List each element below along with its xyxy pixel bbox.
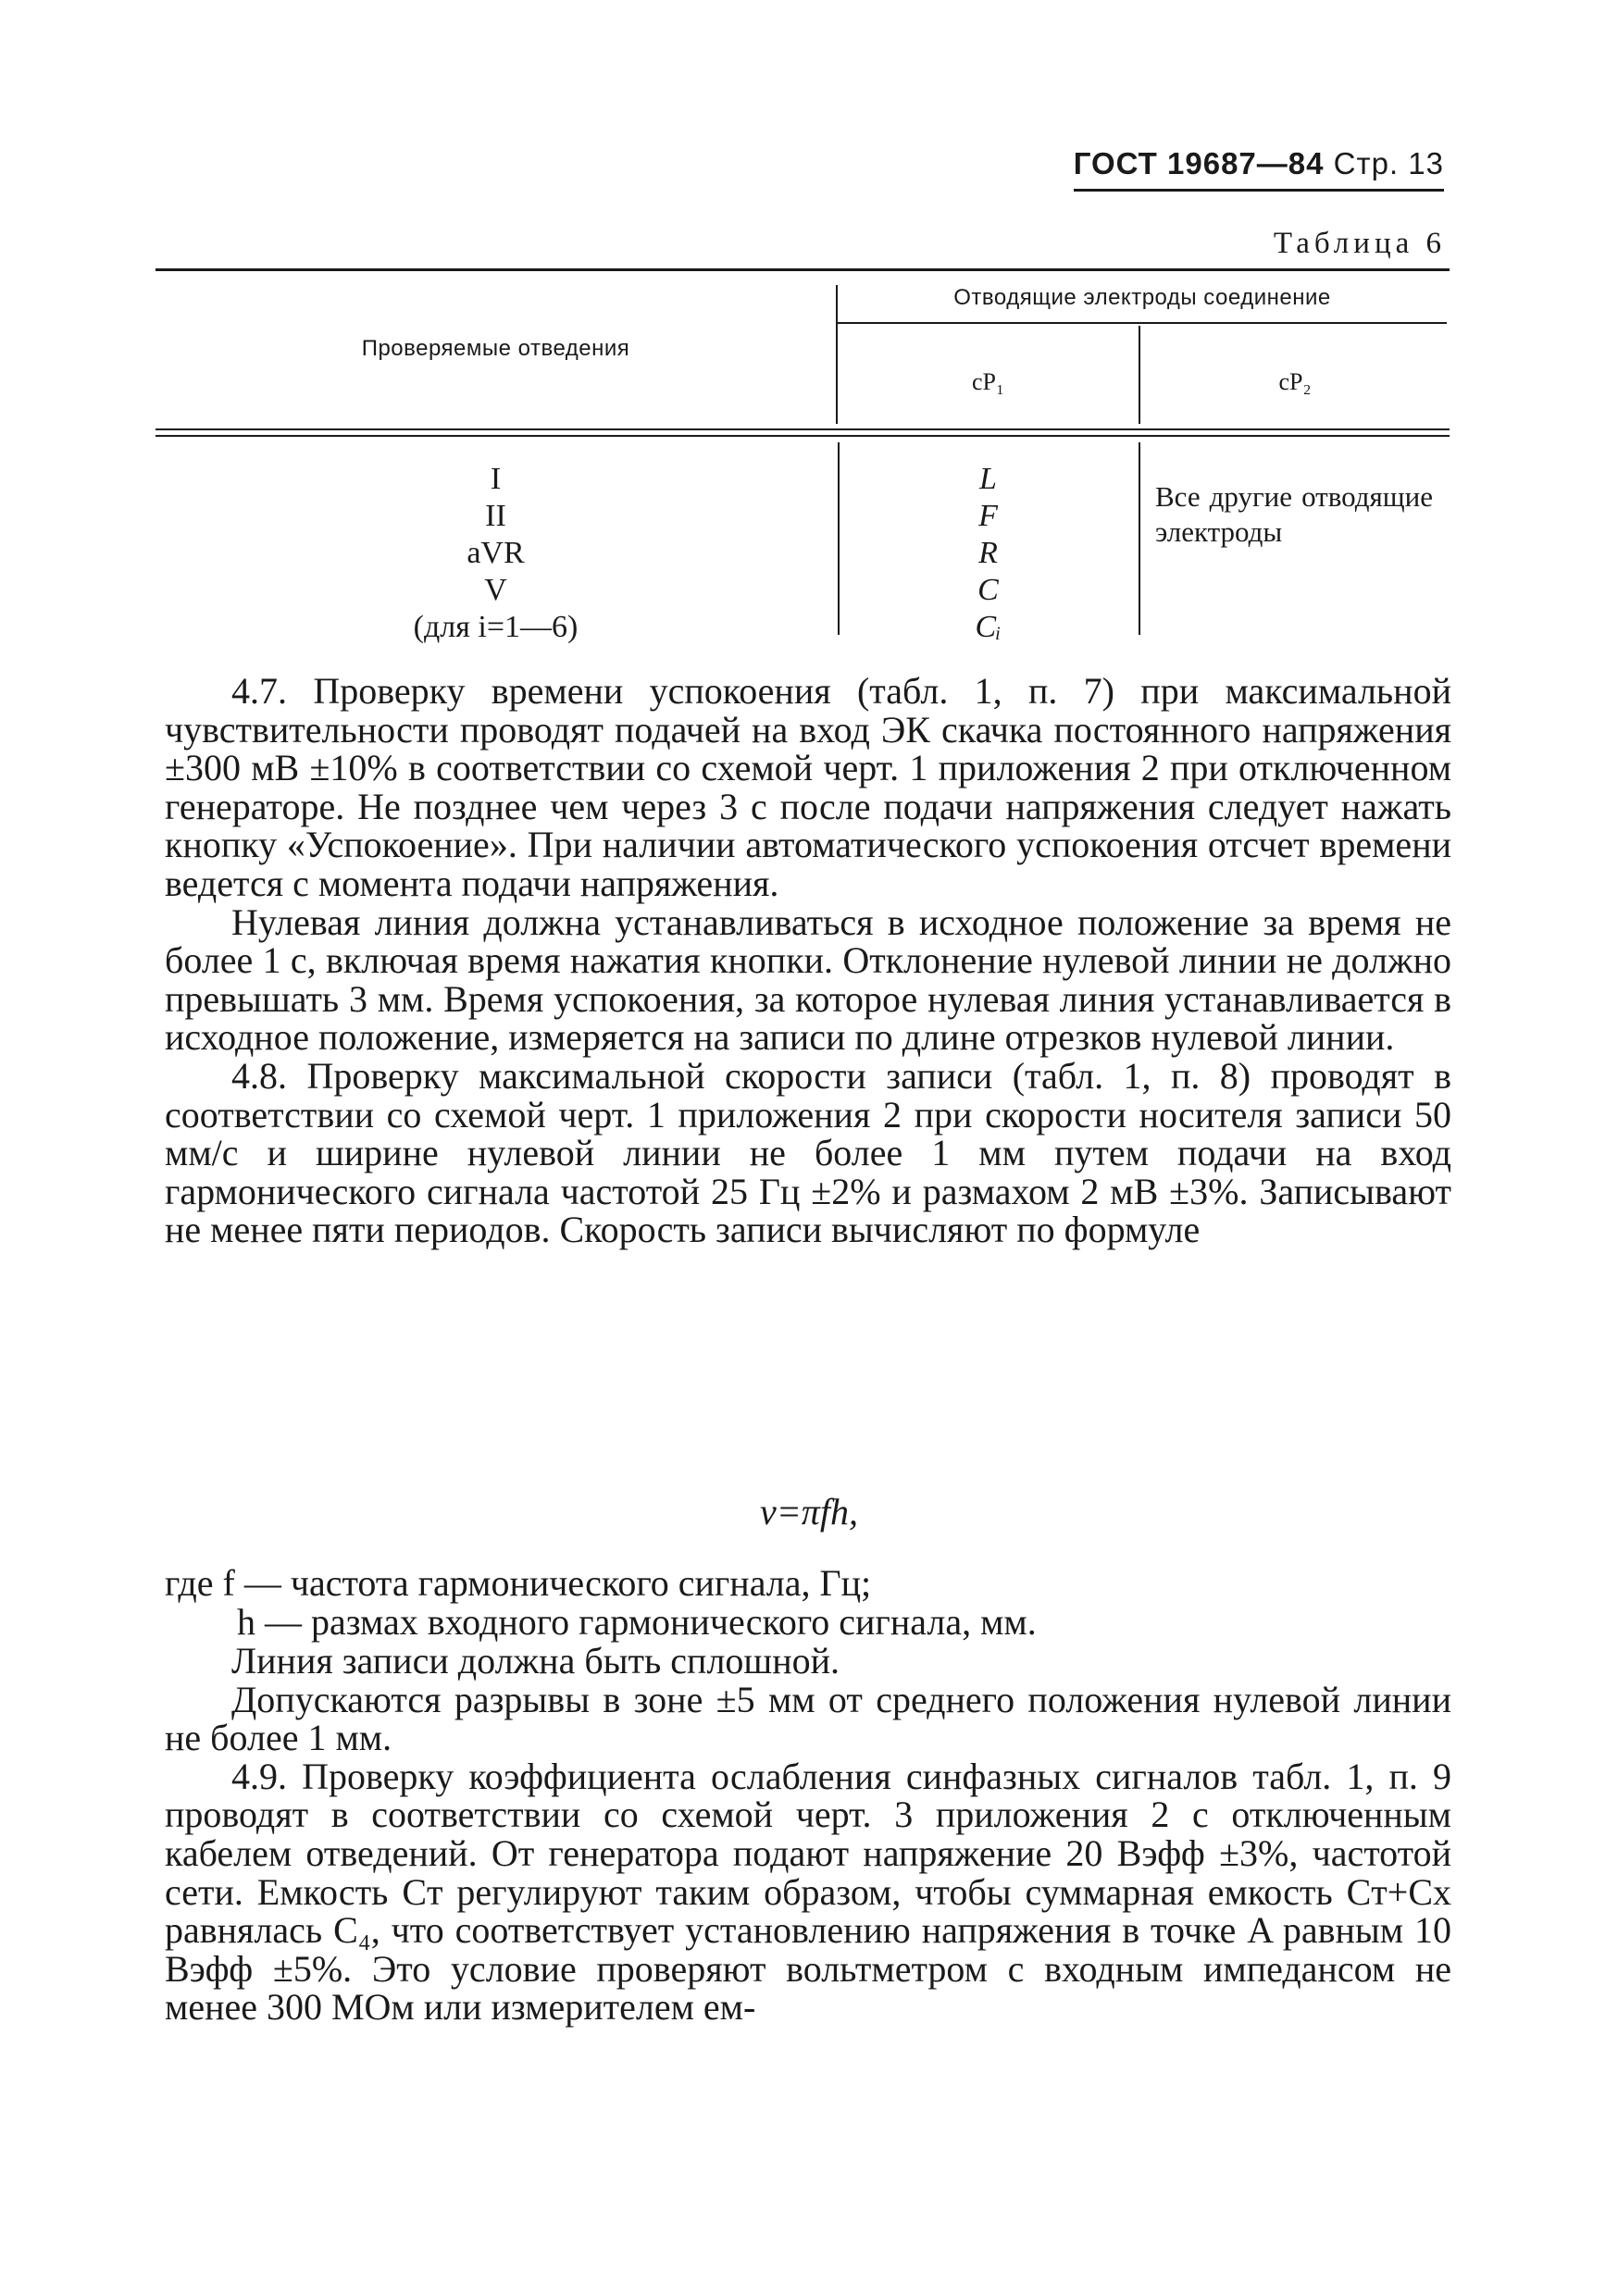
doc-number: ГОСТ 19687—84 (1073, 146, 1325, 180)
page-number: Стр. 13 (1333, 146, 1444, 180)
lead-item: aVR (467, 536, 525, 570)
table-top-rule (156, 268, 1450, 271)
lead-item: (для i=1—6) (413, 610, 579, 644)
paragraph-line-solid: Линия записи должна быть сплошной. (231, 1640, 840, 1682)
paragraph-4-7-continued: Нулевая линия должна устанавливаться в исходное положение за время не более 1 с, включая время нажатия кнопки. Отклонение нулевой линии не должно превышать 3 мм. Время успокоения, за которое нулевая линия устанавливается в исходное положение, измеряется на записи по длине отрезков нулевой линии. (165, 900, 1451, 1059)
electrode-item: F (978, 499, 998, 533)
section-4-8-continued (165, 1642, 1451, 2027)
table-caption: Таблица 6 (1273, 227, 1446, 260)
other-electrodes-cell: Все другие отводящие электроды (1155, 480, 1433, 548)
formula-v: v=πfh, (760, 1491, 858, 1533)
header-rule-2 (156, 435, 1450, 437)
sub-header-cp2: cP₂ (1278, 368, 1312, 395)
section-4-7 (165, 672, 1451, 1249)
table-6 (156, 268, 1450, 644)
electrodes-column (838, 461, 1139, 646)
paragraph-4-7: 4.7. Проверку времени успокоения (табл. 1, п. 7) при максимальной чувствительности проводят подачей на вход ЭК скачка постоянного напряжения ±300 мВ ±10% в соответствии со схемой черт. 1 приложения 2 при отключенном генераторе. Не позднее чем через 3 с после подачи напряжения следует нажать кнопку «Успокоение». При наличии автоматического успокоения отсчет времени ведется с момента подачи напряжения. (165, 670, 1451, 904)
leads-column (156, 461, 836, 646)
electrode-item: L (979, 462, 997, 496)
electrode-item: R (978, 536, 998, 570)
group-header-electrodes: Отводящие электроды соединение (953, 285, 1331, 310)
lead-item: V (484, 573, 507, 607)
electrode-item: C (977, 573, 999, 607)
header-rule-1 (156, 428, 1450, 430)
lead-item: I (490, 462, 502, 496)
group-header-rule (838, 322, 1447, 324)
paragraph-4-9: 4.9. Проверку коэффициента ослабления синфазных сигналов табл. 1, п. 9 проводят в соответствии со схемой черт. 3 приложения 2 с отключенным кабелем отведений. От генератора подают напряжение 20 Вэфф ±3%, частотой сети. Емкость Cт регулируют таким образом, чтобы суммарная емкость Cт+Cх равнялась C₄, что соответствует установлению напряжения в точке A равным 10 Вэфф ±5%. Это условие проверяют вольтметром с входным импедансом не менее 300 МОм или измерителем ем- (165, 1755, 1451, 2029)
paragraph-gaps: Допускаются разрывы в зоне ±5 мм от среднего положения нулевой линии не более 1 мм. (165, 1678, 1451, 1759)
legend-h: h — размах входного гармонического сигнала, мм. (237, 1600, 1037, 1643)
formula-legend (165, 1564, 1451, 1641)
lead-item: II (485, 499, 506, 533)
legend-f: где f — частота гармонического сигнала, Гц; (165, 1562, 872, 1604)
electrode-item: Cᵢ (975, 610, 1002, 644)
paragraph-4-8: 4.8. Проверку максимальной скорости записи (табл. 1, п. 8) проводят в соответствии со схемой черт. 1 приложения 2 при скорости носителя записи 50 мм/с и ширине нулевой линии не более 1 мм путем подачи на вход гармонического сигнала частотой 25 Гц ±2% и размахом 2 мВ ±3%. Записывают не менее пяти периодов. Скорость записи вычисляют по формуле (165, 1054, 1451, 1251)
page-header (1074, 146, 1444, 192)
body-vline-2 (1139, 442, 1140, 635)
sub-header-cp1: cP₁ (971, 368, 1005, 395)
col-header-leads: Проверяемые отведения (361, 336, 630, 361)
